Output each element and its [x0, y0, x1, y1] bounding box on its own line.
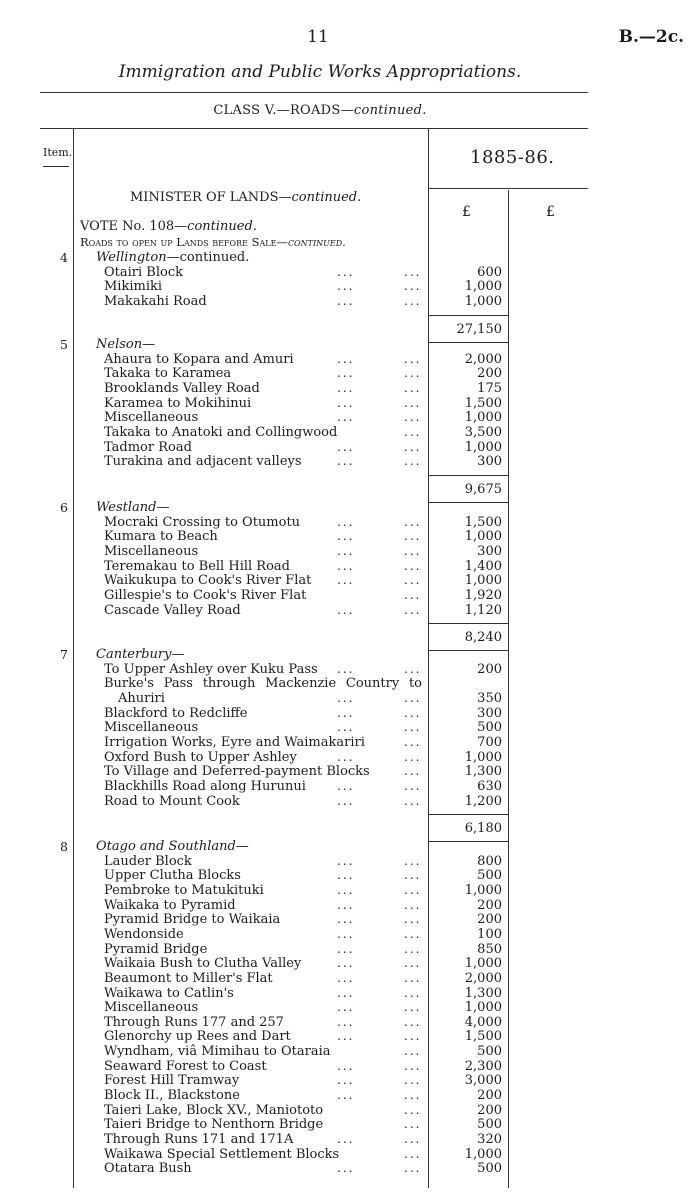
row-label: Mikimiki	[104, 279, 163, 295]
leader-dots: ...	[404, 351, 422, 366]
amount-cell: 1,000	[464, 410, 502, 426]
row-label: Otatara Bush	[104, 1161, 192, 1177]
subtotal-underline	[428, 502, 508, 503]
leader-dots: ...	[337, 941, 355, 956]
leader-dots: ...	[404, 454, 422, 469]
row-label: Block II., Blackstone	[104, 1088, 240, 1104]
row-label: Kumara to Beach	[104, 529, 218, 545]
row-label: Road to Mount Cook	[104, 793, 240, 809]
leader-dots: ...	[337, 778, 355, 793]
amount-cell: 500	[477, 1044, 502, 1060]
amount-cell: 200	[477, 1088, 502, 1104]
leader-dots: ...	[404, 970, 422, 985]
row-label: Cascade Valley Road	[104, 602, 241, 618]
row-label: Takaka to Anatoki and Collingwood	[104, 424, 338, 440]
leader-dots: ...	[337, 1014, 355, 1029]
leader-dots: ...	[337, 882, 355, 897]
leader-dots: ...	[404, 793, 422, 808]
leader-dots: ...	[404, 410, 422, 425]
region-name: Canterbury—	[96, 647, 185, 662]
leader-dots: ...	[404, 764, 422, 779]
region-heading	[96, 250, 249, 265]
pound-symbol-total: £	[546, 204, 555, 220]
amount-cell: 300	[477, 705, 502, 721]
leader-dots: ...	[404, 941, 422, 956]
leader-dots: ...	[337, 514, 355, 529]
item-header-rule	[43, 166, 69, 167]
row-label: Taieri Bridge to Nenthorn Bridge	[104, 1117, 324, 1133]
item-number: 6	[60, 500, 68, 515]
subtotal-amount: 8,240	[464, 630, 502, 646]
leader-dots: ...	[404, 956, 422, 971]
leader-dots: ...	[337, 868, 355, 883]
leader-dots: ...	[337, 690, 355, 705]
class-title	[0, 103, 640, 118]
row-label: Turakina and adjacent valleys	[104, 454, 302, 470]
leader-dots: ...	[337, 1058, 355, 1073]
leader-dots: ...	[404, 749, 422, 764]
roads-heading	[80, 235, 346, 249]
amount-cell: 630	[477, 778, 502, 794]
amount-cell: 2,000	[464, 970, 502, 986]
amount-cell: 850	[477, 941, 502, 957]
leader-dots: ...	[404, 734, 422, 749]
leader-dots: ...	[337, 293, 355, 308]
subtotal-amount: 27,150	[456, 321, 502, 337]
leader-dots: ...	[404, 1058, 422, 1073]
amount-cell: 1,120	[464, 602, 502, 618]
leader-dots: ...	[337, 1073, 355, 1088]
leader-dots: ...	[404, 868, 422, 883]
leader-dots: ...	[337, 661, 355, 676]
leader-dots: ...	[337, 749, 355, 764]
amount-cell: 1,500	[464, 514, 502, 530]
amount-cell: 4,000	[464, 1014, 502, 1030]
vote-suffix: continued.	[187, 219, 257, 234]
region-name: Nelson—	[96, 337, 156, 352]
leader-dots: ...	[404, 690, 422, 705]
leader-dots: ...	[404, 439, 422, 454]
row-label: To Upper Ashley over Kuku Pass	[104, 661, 318, 677]
leader-dots: ...	[404, 1073, 422, 1088]
leader-dots: ...	[337, 558, 355, 573]
amount-cell: 175	[477, 380, 502, 396]
row-label: Teremakau to Bell Hill Road	[104, 558, 290, 574]
leader-dots: ...	[404, 1161, 422, 1176]
leader-dots: ...	[404, 264, 422, 279]
leader-dots: ...	[337, 264, 355, 279]
leader-dots: ...	[337, 1029, 355, 1044]
row-label: Blackford to Redcliffe	[104, 705, 248, 721]
minister-title: MINISTER OF LANDS—	[130, 190, 292, 205]
leader-dots: ...	[404, 853, 422, 868]
leader-dots: ...	[404, 1117, 422, 1132]
leader-dots: ...	[337, 454, 355, 469]
item-column-header: Item.	[43, 146, 73, 159]
leader-dots: ...	[404, 293, 422, 308]
leader-dots: ...	[337, 897, 355, 912]
region-name: Westland—	[96, 500, 170, 515]
amount-cell: 1,000	[464, 439, 502, 455]
leader-dots: ...	[404, 602, 422, 617]
table-top-rule	[40, 128, 588, 129]
row-label: Takaka to Karamea	[104, 366, 232, 382]
amount-cell: 1,000	[464, 293, 502, 309]
item-number: 7	[60, 647, 68, 662]
amount-cell: 1,500	[464, 1029, 502, 1045]
row-label: Miscellaneous	[104, 410, 199, 426]
year-header-rule	[428, 188, 588, 189]
leader-dots: ...	[337, 705, 355, 720]
leader-dots: ...	[337, 985, 355, 1000]
amount-cell: 500	[477, 1117, 502, 1133]
year-column-header: 1885-86.	[470, 147, 555, 168]
row-label: Taieri Lake, Block XV., Maniototo	[104, 1102, 324, 1118]
row-label: Mocraki Crossing to Otumotu	[104, 514, 301, 530]
leader-dots: ...	[337, 439, 355, 454]
leader-dots: ...	[404, 720, 422, 735]
leader-dots: ...	[337, 543, 355, 558]
row-label: Pyramid Bridge to Waikaia	[104, 912, 281, 928]
pound-symbol-amount: £	[462, 204, 471, 220]
amount-cell: 3,500	[464, 424, 502, 440]
region-heading	[96, 839, 249, 854]
amount-cell: 1,000	[464, 882, 502, 898]
page-number: 11	[307, 27, 329, 47]
amount-cell: 700	[477, 734, 502, 750]
row-label: Miscellaneous	[104, 1000, 199, 1016]
row-label: Waikukupa to Cook's River Flat	[104, 573, 312, 589]
item-number: 8	[60, 839, 68, 854]
amount-cell: 1,000	[464, 279, 502, 295]
leader-dots: ...	[404, 514, 422, 529]
leader-dots: ...	[337, 912, 355, 927]
leader-dots: ...	[404, 573, 422, 588]
leader-dots: ...	[404, 778, 422, 793]
row-label: Forest Hill Tramway	[104, 1073, 240, 1089]
amount-cell: 1,000	[464, 573, 502, 589]
amount-cell: 600	[477, 264, 502, 280]
document-reference: B.—2c.	[618, 27, 684, 47]
amount-cell: 200	[477, 366, 502, 382]
leader-dots: ...	[404, 1014, 422, 1029]
row-label: Waikaka to Pyramid	[104, 897, 236, 913]
leader-dots: ...	[337, 720, 355, 735]
leader-dots: ...	[337, 1000, 355, 1015]
amount-cell: 1,200	[464, 793, 502, 809]
leader-dots: ...	[337, 366, 355, 381]
row-label: Blackhills Road along Hurunui	[104, 778, 306, 794]
leader-dots: ...	[337, 926, 355, 941]
amount-cell: 200	[477, 661, 502, 677]
row-label: Waikawa to Catlin's	[104, 985, 234, 1001]
leader-dots: ...	[404, 395, 422, 410]
leader-dots: ...	[337, 1161, 355, 1176]
amount-cell: 1,000	[464, 1146, 502, 1162]
row-label: Burke's Pass through Mackenzie Country to	[104, 676, 422, 692]
amount-cell: 500	[477, 720, 502, 736]
region-heading	[96, 647, 184, 662]
item-number: 5	[60, 337, 68, 352]
amount-cell: 1,400	[464, 558, 502, 574]
amount-column-rule	[428, 128, 429, 1188]
amount-cell: 1,300	[464, 985, 502, 1001]
row-label: Wyndham, viâ Mimihau to Otaraia	[104, 1044, 331, 1060]
subtotal-amount: 6,180	[464, 821, 502, 837]
roads-suffix: continued.	[287, 235, 346, 249]
leader-dots: ...	[404, 661, 422, 676]
row-label: Wendonside	[104, 926, 184, 942]
row-label: Otairi Block	[104, 264, 183, 280]
leader-dots: ...	[404, 279, 422, 294]
row-label: Lauder Block	[104, 853, 192, 869]
leader-dots: ...	[337, 279, 355, 294]
leader-dots: ...	[337, 793, 355, 808]
minister-suffix: continued.	[291, 190, 362, 205]
leader-dots: ...	[337, 956, 355, 971]
amount-cell: 1,300	[464, 764, 502, 780]
leader-dots: ...	[404, 1029, 422, 1044]
leader-dots: ...	[404, 882, 422, 897]
leader-dots: ...	[337, 602, 355, 617]
amount-cell: 350	[477, 690, 502, 706]
row-label: Oxford Bush to Upper Ashley	[104, 749, 297, 765]
amount-cell: 1,000	[464, 1000, 502, 1016]
vote-heading	[80, 219, 257, 234]
running-title: Immigration and Public Works Appropriations.	[118, 62, 522, 82]
item-column-rule	[73, 128, 74, 1188]
amount-cell: 1,000	[464, 749, 502, 765]
item-number: 4	[60, 250, 68, 265]
leader-dots: ...	[337, 395, 355, 410]
row-label: Brooklands Valley Road	[104, 380, 260, 396]
row-label: Waikawa Special Settlement Blocks	[104, 1146, 340, 1162]
row-label: Upper Clutha Blocks	[104, 868, 241, 884]
row-label: To Village and Deferred-payment Blocks	[104, 764, 370, 780]
amount-cell: 200	[477, 912, 502, 928]
amount-cell: 1,500	[464, 395, 502, 411]
row-label: Karamea to Mokihinui	[104, 395, 252, 411]
vote-title: VOTE No. 108—	[80, 219, 188, 234]
amount-cell: 1,920	[464, 587, 502, 603]
row-label: Pyramid Bridge	[104, 941, 208, 957]
header-rule	[40, 92, 588, 93]
leader-dots: ...	[404, 926, 422, 941]
leader-dots: ...	[337, 1088, 355, 1103]
leader-dots: ...	[337, 853, 355, 868]
leader-dots: ...	[337, 970, 355, 985]
leader-dots: ...	[404, 587, 422, 602]
leader-dots: ...	[404, 912, 422, 927]
total-column-rule	[508, 190, 509, 1188]
row-label: Pembroke to Matukituki	[104, 882, 264, 898]
row-label: Tadmor Road	[104, 439, 192, 455]
leader-dots: ...	[337, 1132, 355, 1146]
region-suffix: —continued.	[166, 250, 250, 265]
leader-dots: ...	[337, 351, 355, 366]
row-label: Waikaia Bush to Clutha Valley	[104, 956, 302, 972]
subtotal-rule	[428, 623, 508, 624]
leader-dots: ...	[404, 424, 422, 439]
row-label: Ahuriri	[118, 690, 165, 706]
amount-cell: 300	[477, 454, 502, 470]
class-title-suffix: continued.	[353, 103, 427, 118]
leader-dots: ...	[337, 573, 355, 588]
leader-dots: ...	[404, 1000, 422, 1015]
amount-cell: 3,000	[464, 1073, 502, 1089]
subtotal-rule	[428, 475, 508, 476]
row-label: Seaward Forest to Coast	[104, 1058, 267, 1074]
leader-dots: ...	[404, 1132, 422, 1146]
row-label: Gillespie's to Cook's River Flat	[104, 587, 307, 603]
leader-dots: ...	[404, 705, 422, 720]
leader-dots: ...	[404, 985, 422, 1000]
subtotal-underline	[428, 650, 508, 651]
amount-cell: 800	[477, 853, 502, 869]
region-name: Otago and Southland—	[96, 839, 249, 854]
leader-dots: ...	[404, 558, 422, 573]
subtotal-rule	[428, 315, 508, 316]
leader-dots: ...	[404, 380, 422, 395]
row-label: Makakahi Road	[104, 293, 207, 309]
amount-cell: 200	[477, 897, 502, 913]
leader-dots: ...	[404, 529, 422, 544]
row-label: Irrigation Works, Eyre and Waimakariri	[104, 734, 365, 750]
amount-cell: 320	[477, 1132, 502, 1147]
class-title-main: CLASS V.—ROADS—	[213, 103, 354, 118]
minister-heading	[130, 190, 361, 205]
row-label: Miscellaneous	[104, 543, 199, 559]
leader-dots: ...	[404, 543, 422, 558]
leader-dots: ...	[404, 1146, 422, 1161]
region-name: Wellington	[96, 250, 167, 265]
row-label: Beaumont to Miller's Flat	[104, 970, 273, 986]
row-label: Ahaura to Kopara and Amuri	[104, 351, 294, 367]
leader-dots: ...	[337, 380, 355, 395]
leader-dots: ...	[404, 366, 422, 381]
leader-dots: ...	[337, 529, 355, 544]
subtotal-rule	[428, 814, 508, 815]
subtotal-amount: 9,675	[464, 481, 502, 497]
amount-cell: 500	[477, 868, 502, 884]
subtotal-underline	[428, 342, 508, 343]
amount-cell: 500	[477, 1161, 502, 1177]
amount-cell: 1,000	[464, 956, 502, 972]
leader-dots: ...	[337, 410, 355, 425]
leader-dots: ...	[404, 1088, 422, 1103]
amount-cell: 2,300	[464, 1058, 502, 1074]
row-label: Through Runs 177 and 257	[104, 1014, 284, 1030]
row-label: Miscellaneous	[104, 720, 199, 736]
subtotal-underline	[428, 841, 508, 842]
row-label: Glenorchy up Rees and Dart	[104, 1029, 291, 1045]
leader-dots: ...	[404, 897, 422, 912]
amount-cell: 1,000	[464, 529, 502, 545]
region-heading	[96, 337, 155, 352]
row-label: Through Runs 171 and 171A	[104, 1132, 294, 1147]
amount-cell: 300	[477, 543, 502, 559]
roads-title: Roads to open up Lands before Sale—	[80, 235, 288, 249]
amount-cell: 200	[477, 1102, 502, 1118]
leader-dots: ...	[404, 1044, 422, 1059]
amount-cell: 2,000	[464, 351, 502, 367]
leader-dots: ...	[404, 1102, 422, 1117]
amount-cell: 100	[477, 926, 502, 942]
region-heading	[96, 500, 170, 515]
